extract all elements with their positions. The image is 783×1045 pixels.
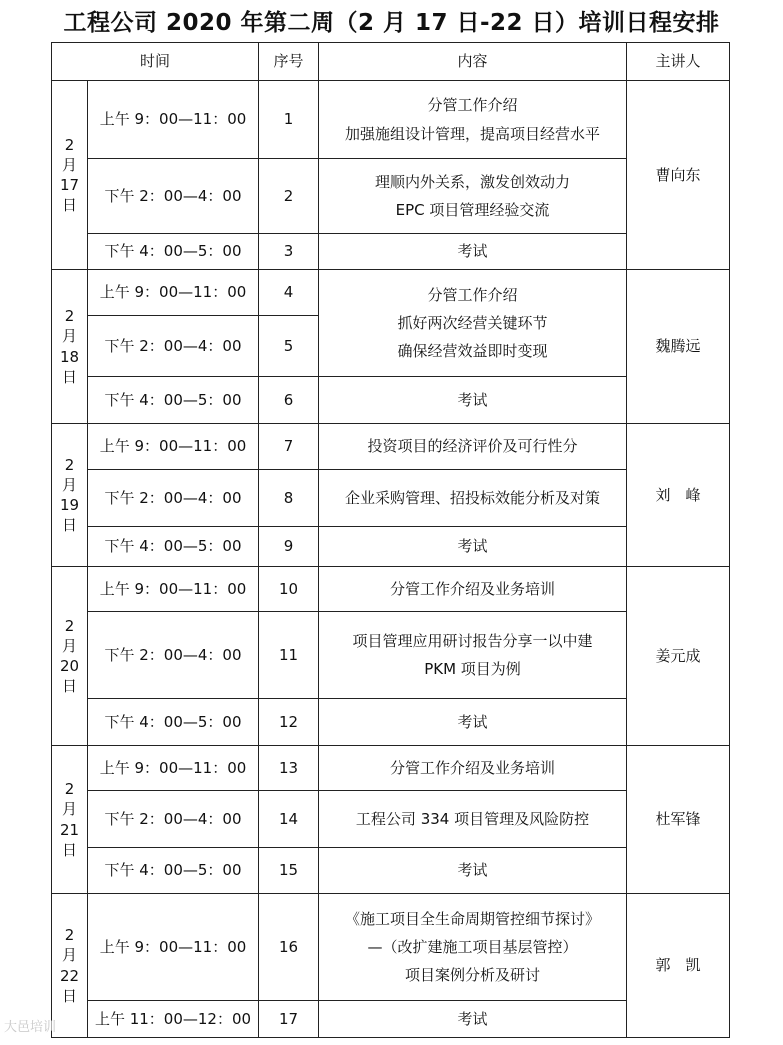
date-char: 月 bbox=[61, 155, 77, 174]
date-char: 21 bbox=[59, 820, 80, 839]
date-char: 22 bbox=[59, 966, 80, 985]
date-char: 19 bbox=[59, 496, 80, 514]
number-cell: 2 bbox=[259, 159, 319, 234]
content-line: 《施工项目全生命周期管控细节探讨》 bbox=[345, 909, 601, 928]
time-cell: 上午 9：00—11：00 bbox=[88, 270, 259, 316]
content-line: 投资项目的经济评价及可行性分 bbox=[367, 437, 578, 456]
date-char: 日 bbox=[61, 196, 77, 215]
content-cell bbox=[319, 81, 627, 159]
number-cell: 9 bbox=[259, 527, 319, 567]
content-cell bbox=[319, 612, 627, 699]
speaker-cell: 杜军锋 bbox=[627, 746, 730, 894]
number-cell: 14 bbox=[259, 791, 319, 848]
table-row bbox=[52, 424, 730, 470]
date-char: 2 bbox=[64, 616, 75, 635]
content-cell bbox=[319, 791, 627, 848]
time-cell: 下午 4：00—5：00 bbox=[88, 848, 259, 894]
date-char: 月 bbox=[61, 636, 77, 655]
date-char: 月 bbox=[61, 475, 77, 494]
number-cell: 8 bbox=[259, 470, 319, 527]
time-cell: 下午 4：00—5：00 bbox=[88, 527, 259, 567]
date-cell bbox=[52, 270, 88, 424]
number-cell: 4 bbox=[259, 270, 319, 316]
content-line: 分管工作介绍及业务培训 bbox=[390, 579, 556, 598]
header-speaker: 主讲人 bbox=[627, 43, 730, 81]
speaker-cell: 姜元成 bbox=[627, 567, 730, 746]
content-line: 工程公司 334 项目管理及风险防控 bbox=[355, 809, 590, 828]
date-char: 日 bbox=[61, 367, 77, 386]
header-content: 内容 bbox=[319, 43, 627, 81]
schedule-table bbox=[51, 42, 730, 1038]
date-char: 2 bbox=[64, 455, 75, 474]
date-char: 2 bbox=[64, 307, 75, 325]
content-line: EPC 项目管理经验交流 bbox=[395, 201, 550, 219]
number-cell: 16 bbox=[259, 894, 319, 1001]
content-line: 企业采购管理、招投标效能分析及对策 bbox=[345, 488, 601, 507]
number-cell: 17 bbox=[259, 1001, 319, 1038]
speaker-cell: 曹向东 bbox=[627, 81, 730, 270]
number-cell: 5 bbox=[259, 316, 319, 377]
content-line: 抓好两次经营关键环节 bbox=[397, 313, 548, 332]
content-cell bbox=[319, 234, 627, 270]
time-cell: 下午 2：00—4：00 bbox=[88, 612, 259, 699]
time-cell: 上午 9：00—11：00 bbox=[88, 81, 259, 159]
number-cell: 12 bbox=[259, 699, 319, 746]
time-cell: 上午 9：00—11：00 bbox=[88, 746, 259, 791]
content-line: 考试 bbox=[457, 242, 488, 261]
time-cell: 下午 2：00—4：00 bbox=[88, 470, 259, 527]
number-cell: 13 bbox=[259, 746, 319, 791]
time-cell: 上午 9：00—11：00 bbox=[88, 424, 259, 470]
date-char: 月 bbox=[61, 800, 77, 819]
content-line: PKM 项目为例 bbox=[424, 660, 521, 678]
content-cell bbox=[319, 567, 627, 612]
content-cell bbox=[319, 699, 627, 746]
table-row bbox=[52, 270, 730, 316]
time-cell: 下午 4：00—5：00 bbox=[88, 699, 259, 746]
number-cell: 1 bbox=[259, 81, 319, 159]
page-title: 工程公司 2020 年第二周（2 月 17 日-22 日）培训日程安排 bbox=[63, 10, 720, 36]
content-line: 考试 bbox=[457, 861, 488, 880]
date-char: 日 bbox=[61, 516, 77, 535]
time-cell: 下午 2：00—4：00 bbox=[88, 159, 259, 234]
date-char: 日 bbox=[61, 677, 77, 696]
speaker-cell: 郭 凯 bbox=[627, 894, 730, 1038]
speaker-cell: 魏腾远 bbox=[627, 270, 730, 424]
header-no: 序号 bbox=[259, 43, 319, 81]
number-cell: 3 bbox=[259, 234, 319, 270]
date-char: 17 bbox=[59, 176, 80, 194]
table-row bbox=[52, 746, 730, 791]
content-cell bbox=[319, 1001, 627, 1038]
content-cell bbox=[319, 377, 627, 424]
date-cell bbox=[52, 424, 88, 567]
content-line: 考试 bbox=[457, 390, 488, 409]
date-char: 日 bbox=[61, 840, 77, 859]
date-char: 月 bbox=[61, 946, 77, 965]
date-cell bbox=[52, 894, 88, 1038]
content-cell bbox=[319, 746, 627, 791]
watermark-text: 大邑培训 bbox=[4, 1020, 57, 1035]
content-cell bbox=[319, 424, 627, 470]
number-cell: 10 bbox=[259, 567, 319, 612]
content-line: 分管工作介绍 bbox=[427, 96, 518, 115]
table-row bbox=[52, 567, 730, 612]
date-char: 2 bbox=[64, 926, 75, 944]
table-row bbox=[52, 894, 730, 1001]
time-cell: 下午 2：00—4：00 bbox=[88, 316, 259, 377]
time-cell: 上午 9：00—11：00 bbox=[88, 894, 259, 1001]
content-line: 加强施组设计管理，提高项目经营水平 bbox=[345, 124, 601, 143]
date-cell bbox=[52, 81, 88, 270]
date-cell bbox=[52, 567, 88, 746]
number-cell: 11 bbox=[259, 612, 319, 699]
date-char: 20 bbox=[59, 657, 80, 675]
content-line: —（改扩建施工项目基层管控） bbox=[367, 937, 578, 956]
content-cell bbox=[319, 527, 627, 567]
number-cell: 15 bbox=[259, 848, 319, 894]
content-line: 分管工作介绍 bbox=[427, 285, 518, 304]
date-char: 日 bbox=[61, 986, 77, 1005]
content-cell bbox=[319, 894, 627, 1001]
content-line: 确保经营效益即时变现 bbox=[397, 342, 548, 361]
time-cell: 下午 4：00—5：00 bbox=[88, 377, 259, 424]
content-line: 考试 bbox=[457, 1009, 488, 1028]
content-line: 分管工作介绍及业务培训 bbox=[390, 758, 556, 777]
speaker-cell: 刘 峰 bbox=[627, 424, 730, 567]
time-cell: 上午 9：00—11：00 bbox=[88, 567, 259, 612]
content-cell bbox=[319, 270, 627, 377]
table-row bbox=[52, 81, 730, 159]
number-cell: 6 bbox=[259, 377, 319, 424]
content-cell bbox=[319, 470, 627, 527]
content-line: 考试 bbox=[457, 712, 488, 731]
date-cell bbox=[52, 746, 88, 894]
content-line: 理顺内外关系，激发创效动力 bbox=[375, 172, 571, 191]
number-cell: 7 bbox=[259, 424, 319, 470]
content-line: 项目案例分析及研讨 bbox=[405, 966, 541, 985]
header-time: 时间 bbox=[52, 43, 259, 81]
date-char: 月 bbox=[61, 327, 77, 346]
date-char: 18 bbox=[59, 347, 80, 366]
content-cell bbox=[319, 848, 627, 894]
date-char: 2 bbox=[64, 135, 75, 154]
header-row bbox=[52, 43, 730, 81]
schedule-body bbox=[52, 81, 730, 1038]
content-line: 项目管理应用研讨报告分享一以中建 bbox=[352, 631, 593, 650]
time-cell: 下午 4：00—5：00 bbox=[88, 234, 259, 270]
time-cell: 下午 2：00—4：00 bbox=[88, 791, 259, 848]
content-cell bbox=[319, 159, 627, 234]
content-line: 考试 bbox=[457, 537, 488, 556]
time-cell: 上午 11：00—12：00 bbox=[88, 1001, 259, 1038]
date-char: 2 bbox=[64, 780, 75, 798]
